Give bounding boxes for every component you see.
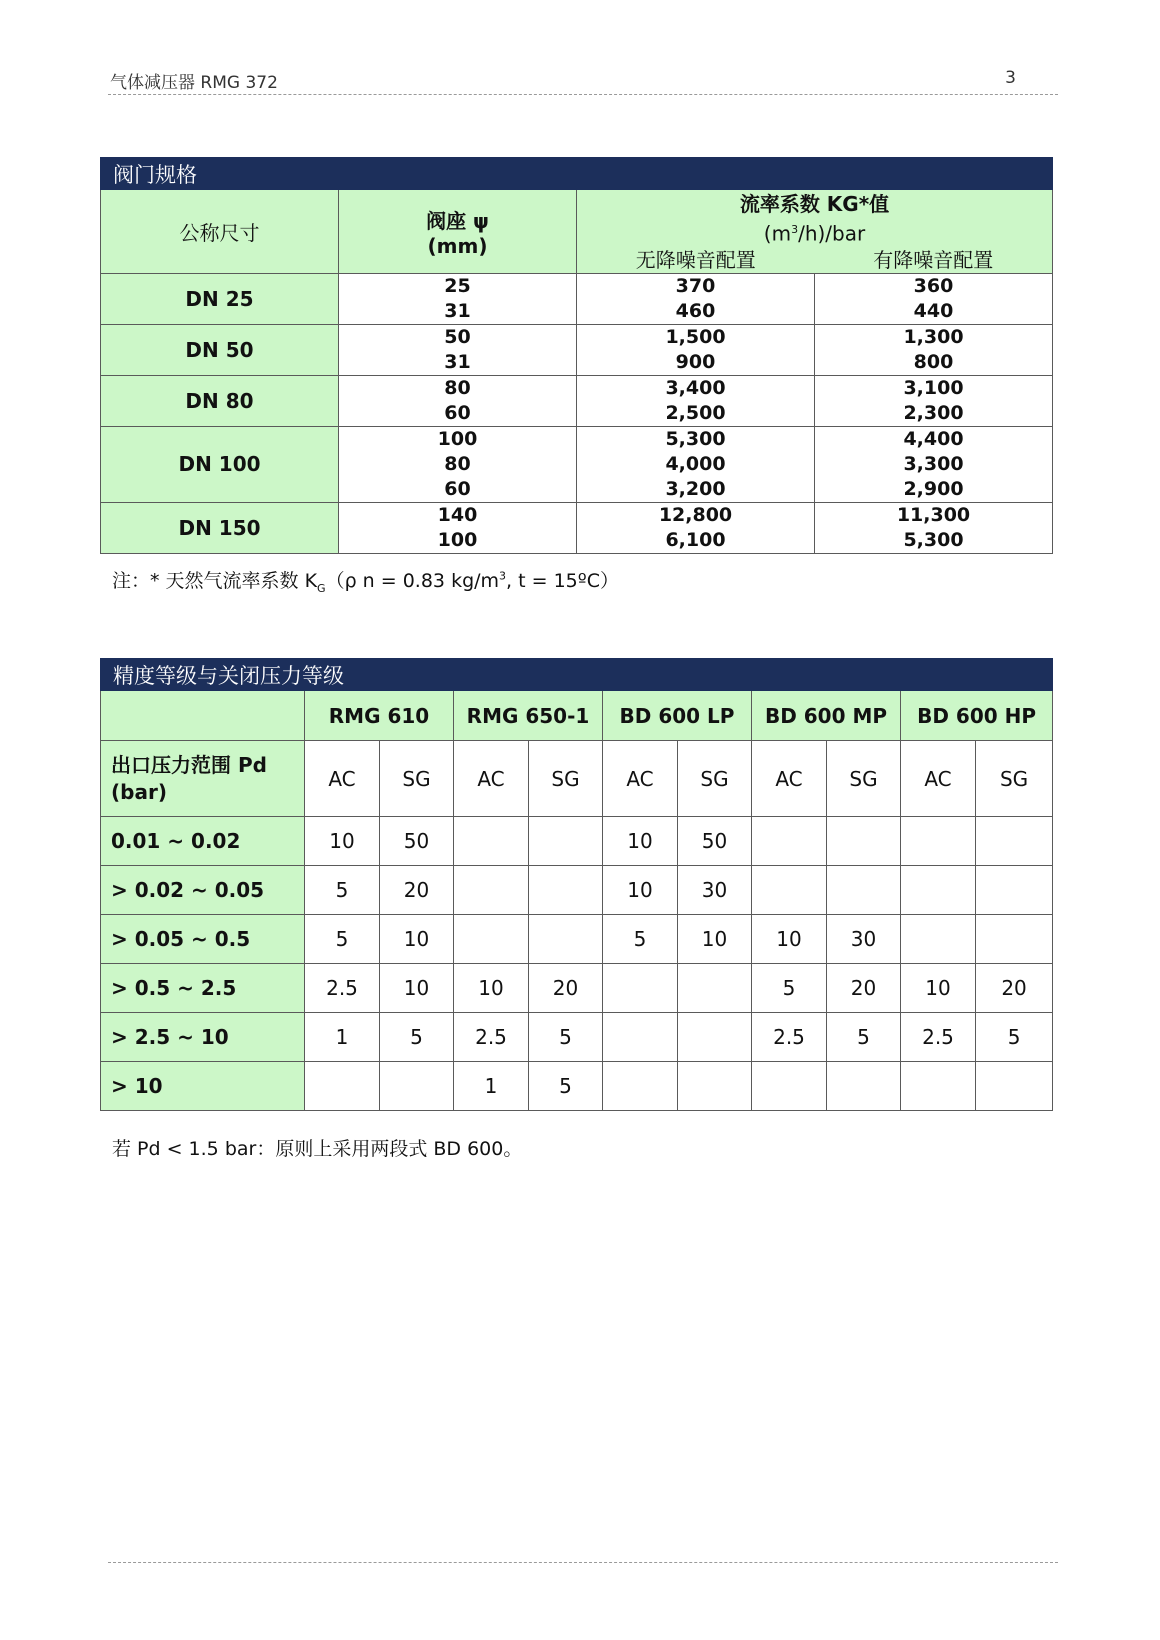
footer-rule [108,1562,1058,1563]
valve-spec-row [101,324,1053,375]
class-value-cell: 5 [305,866,380,915]
pd-note: 若 Pd < 1.5 bar：原则上采用两段式 BD 600。 [112,1138,523,1160]
nominal-size-cell: DN 100 [101,426,339,502]
no-noise-cell: 1,500 900 [577,324,815,375]
accuracy-class-table [100,658,1053,1111]
class-value-cell [529,915,603,964]
class-value-cell [901,915,976,964]
class-value-cell: 5 [752,964,827,1013]
noise-cell: 360 440 [815,273,1053,324]
col-noise-reduction: 有降噪音配置 [873,247,994,272]
class-subheader: SG [678,741,752,817]
class-value-cell: 20 [529,964,603,1013]
seat-cell: 50 31 [339,324,577,375]
class-value-cell: 2.5 [752,1013,827,1062]
class-value-cell: 10 [380,964,454,1013]
model-header: BD 600 LP [603,691,752,741]
class-value-cell [827,1062,901,1111]
class-subheader: AC [901,741,976,817]
nominal-size-cell: DN 50 [101,324,339,375]
class-value-cell: 5 [305,915,380,964]
class-value-cell [827,817,901,866]
pressure-range-row [101,1013,1053,1062]
class-value-cell [901,817,976,866]
no-noise-cell: 3,400 2,500 [577,375,815,426]
class-subheader: AC [454,741,529,817]
class-value-cell [976,915,1053,964]
accuracy-class-caption: 精度等级与关闭压力等级 [101,659,1053,691]
class-value-cell: 2.5 [901,1013,976,1062]
noise-cell: 4,400 3,300 2,900 [815,426,1053,502]
seat-cell: 25 31 [339,273,577,324]
class-value-cell: 10 [305,817,380,866]
class-value-cell [827,866,901,915]
class-value-cell: 10 [678,915,752,964]
pressure-range-cell: > 0.02 ~ 0.05 [101,866,305,915]
class-subheader: SG [976,741,1053,817]
pressure-range-row [101,1062,1053,1111]
class-value-cell: 5 [603,915,678,964]
col-seat [339,190,577,274]
pressure-range-row [101,817,1053,866]
model-header: RMG 650-1 [454,691,603,741]
seat-cell: 80 60 [339,375,577,426]
class-value-cell [529,817,603,866]
class-value-cell [603,1062,678,1111]
seat-cell: 100 80 60 [339,426,577,502]
pressure-range-cell: 0.01 ~ 0.02 [101,817,305,866]
class-value-cell: 10 [901,964,976,1013]
class-value-cell [454,866,529,915]
no-noise-cell: 12,800 6,100 [577,502,815,553]
valve-spec-row [101,502,1053,553]
class-value-cell [752,866,827,915]
class-value-cell [454,817,529,866]
class-value-cell [380,1062,454,1111]
class-value-cell: 20 [380,866,454,915]
class-value-cell: 5 [529,1013,603,1062]
class-value-cell: 30 [827,915,901,964]
pressure-range-cell: > 0.5 ~ 2.5 [101,964,305,1013]
seat-cell: 140 100 [339,502,577,553]
class-value-cell [901,1062,976,1111]
valve-spec-row [101,273,1053,324]
document-title: 气体减压器 RMG 372 [110,73,278,93]
class-value-cell: 30 [678,866,752,915]
class-value-cell: 5 [827,1013,901,1062]
class-value-cell: 2.5 [454,1013,529,1062]
class-value-cell: 10 [380,915,454,964]
no-noise-cell: 370 460 [577,273,815,324]
class-value-cell: 20 [976,964,1053,1013]
nominal-size-cell: DN 25 [101,273,339,324]
pressure-range-row [101,866,1053,915]
valve-spec-caption: 阀门规格 [101,158,1053,190]
class-value-cell [678,1013,752,1062]
nominal-size-cell: DN 80 [101,375,339,426]
class-value-cell [752,1062,827,1111]
class-subheader: AC [752,741,827,817]
model-header: BD 600 HP [901,691,1053,741]
class-value-cell [901,866,976,915]
class-value-cell [529,866,603,915]
class-value-cell: 2.5 [305,964,380,1013]
pressure-range-row [101,964,1053,1013]
col-flow-line1: 流率系数 KG*值 [739,192,890,216]
pressure-range-cell: > 10 [101,1062,305,1111]
model-header: RMG 610 [305,691,454,741]
class-value-cell [603,1013,678,1062]
col-flow-line2: $(m^3/h)$/bar [763,221,866,246]
valve-spec-note: 注：* 天然气流率系数 $K_G(\rho$ n = 0.83 $kg/m^3$, t = 15ºC） [112,569,619,595]
nominal-size-cell: DN 150 [101,502,339,553]
valve-spec-table [100,157,1053,554]
class-value-cell [454,915,529,964]
class-subheader: SG [827,741,901,817]
class-subheader: SG [529,741,603,817]
class-value-cell [305,1062,380,1111]
class-value-cell [976,1062,1053,1111]
class-value-cell [976,866,1053,915]
class-value-cell [678,1062,752,1111]
noise-cell: 3,100 2,300 [815,375,1053,426]
noise-cell: 1,300 800 [815,324,1053,375]
pressure-range-cell: > 0.05 ~ 0.5 [101,915,305,964]
class-value-cell [603,964,678,1013]
model-header: BD 600 MP [752,691,901,741]
col-seat-line1: 阀座 ψ [426,208,489,233]
pressure-range-cell: > 2.5 ~ 10 [101,1013,305,1062]
class-value-cell: 20 [827,964,901,1013]
class-value-cell: 5 [529,1062,603,1111]
empty-header-cell [101,691,305,741]
class-value-cell [678,964,752,1013]
col-seat-line2: (mm) [427,233,488,258]
class-value-cell: 10 [603,866,678,915]
class-value-cell: 50 [380,817,454,866]
class-value-cell: 1 [305,1013,380,1062]
valve-spec-row [101,426,1053,502]
class-value-cell: 10 [454,964,529,1013]
class-value-cell: 50 [678,817,752,866]
page-header [108,66,1058,95]
class-subheader: SG [380,741,454,817]
class-value-cell: 5 [380,1013,454,1062]
valve-spec-row [101,375,1053,426]
pressure-range-row [101,915,1053,964]
class-subheader: AC [603,741,678,817]
col-no-noise-reduction: 无降噪音配置 [635,247,756,272]
class-value-cell: 10 [752,915,827,964]
noise-cell: 11,300 5,300 [815,502,1053,553]
class-value-cell [752,817,827,866]
col-nominal-size: 公称尺寸 [101,190,339,274]
class-subheader: AC [305,741,380,817]
pd-range-label: 出口压力范围 Pd (bar) [101,741,305,817]
class-value-cell [976,817,1053,866]
col-flow-coefficient [577,190,1053,274]
page-number: 3 [1005,68,1016,88]
class-value-cell: 1 [454,1062,529,1111]
class-value-cell: 10 [603,817,678,866]
class-value-cell: 5 [976,1013,1053,1062]
no-noise-cell: 5,300 4,000 3,200 [577,426,815,502]
